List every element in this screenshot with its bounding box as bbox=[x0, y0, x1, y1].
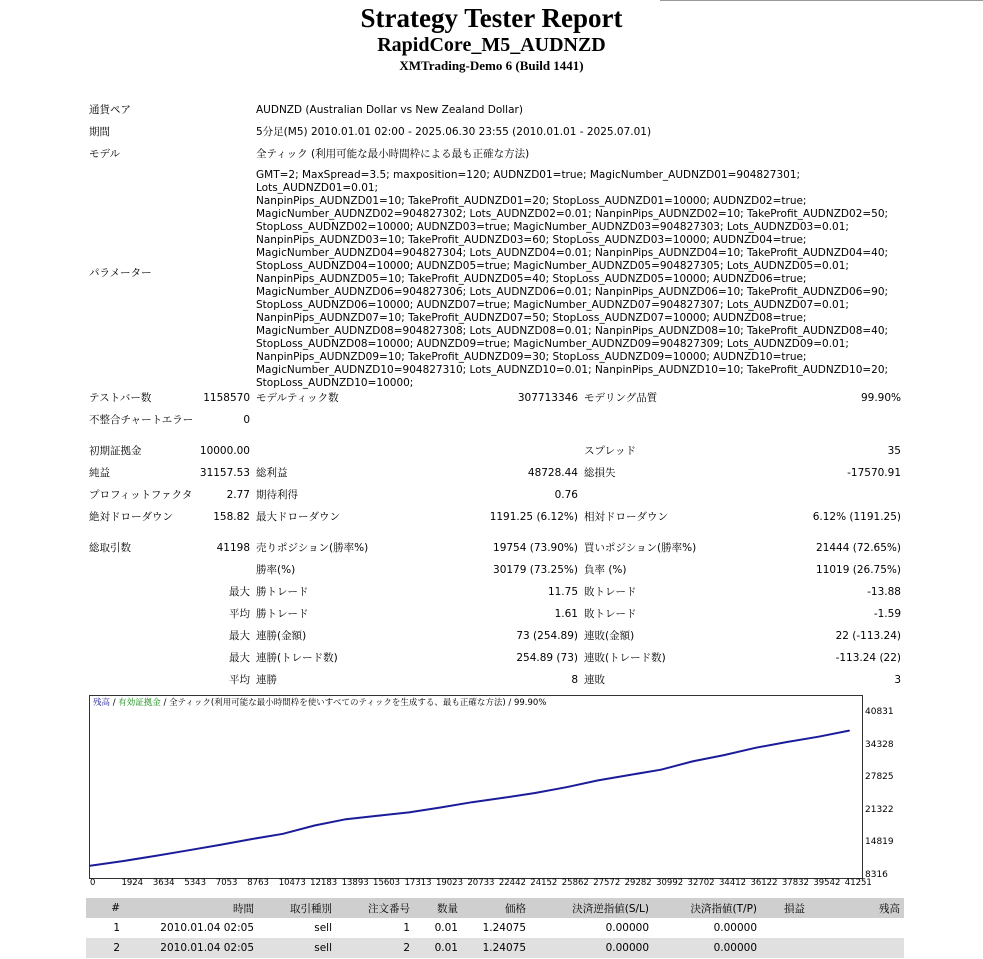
cell-tp: 0.00000 bbox=[713, 922, 757, 934]
x-tick-label: 3634 bbox=[152, 878, 175, 888]
balance-data-point bbox=[723, 754, 725, 756]
x-tick-label: 17313 bbox=[404, 878, 432, 888]
ticks-value: 307713346 bbox=[517, 392, 578, 404]
trade-table-header bbox=[86, 898, 904, 918]
x-tick-label: 22442 bbox=[498, 878, 526, 888]
x-tick-label: 1924 bbox=[121, 878, 144, 888]
largest-loss-label: 敗トレード bbox=[584, 586, 637, 598]
consec-wins-cnt-label: 連勝(トレード数) bbox=[256, 652, 338, 664]
x-tick-label: 39542 bbox=[813, 878, 841, 888]
cell-balance bbox=[809, 918, 904, 938]
y-tick-label: 21322 bbox=[865, 804, 894, 815]
col-tp: 決済指値(T/P) bbox=[653, 898, 761, 918]
avg-consec-loss-value: 3 bbox=[894, 674, 901, 686]
loss-rate-value: 11019 (26.75%) bbox=[816, 564, 901, 576]
x-tick-label: 36122 bbox=[750, 878, 778, 888]
balance-data-point bbox=[314, 825, 316, 827]
balance-data-point bbox=[786, 741, 788, 743]
legend-balance: 残高 bbox=[93, 698, 111, 708]
long-value: 21444 (72.65%) bbox=[816, 542, 901, 554]
max-consec-amt-prefix: 最大 bbox=[229, 630, 250, 642]
x-tick-label: 30992 bbox=[656, 878, 684, 888]
col-type: 取引種別 bbox=[258, 898, 336, 918]
total-trades-label: 総取引数 bbox=[89, 542, 131, 554]
avg-consec-win-label: 連勝 bbox=[256, 674, 277, 686]
col-balance: 残高 bbox=[809, 898, 904, 918]
balance-data-point bbox=[660, 769, 662, 771]
balance-series-line bbox=[90, 731, 849, 866]
cell-number: 1 bbox=[113, 922, 120, 934]
total-trades-value: 41198 bbox=[216, 542, 250, 554]
rel-dd-label: 相対ドローダウン bbox=[584, 511, 668, 523]
x-tick-label: 41251 bbox=[844, 878, 872, 888]
x-tick-label: 34412 bbox=[719, 878, 747, 888]
balance-data-point bbox=[755, 747, 757, 749]
report-title: Strategy Tester Report bbox=[360, 3, 623, 33]
spread-label: スプレッド bbox=[584, 445, 636, 457]
col-size: 数量 bbox=[414, 898, 462, 918]
deposit-value: 10000.00 bbox=[199, 445, 250, 457]
top-rule bbox=[660, 0, 983, 1]
net-label: 純益 bbox=[89, 467, 110, 479]
y-tick-label: 34328 bbox=[865, 739, 894, 750]
table-row bbox=[86, 938, 904, 958]
period-label: 期間 bbox=[89, 126, 110, 138]
max-dd-value: 1191.25 (6.12%) bbox=[489, 511, 578, 523]
balance-data-point bbox=[692, 761, 694, 763]
server-build: XMTrading-Demo 6 (Build 1441) bbox=[399, 58, 584, 73]
consec-losses-cnt-label: 連敗(トレード数) bbox=[584, 652, 666, 664]
quality-value: 99.90% bbox=[860, 392, 901, 404]
cell-size: 0.01 bbox=[414, 938, 462, 958]
avg-consec-loss-label: 連敗 bbox=[584, 674, 605, 686]
balance-data-point bbox=[503, 797, 505, 799]
avg-consec-prefix: 平均 bbox=[229, 674, 250, 686]
balance-data-point bbox=[345, 818, 347, 820]
balance-data-point bbox=[534, 792, 536, 794]
cell-tp: 0.00000 bbox=[653, 938, 761, 958]
average-win-value: 1.61 bbox=[554, 608, 578, 620]
balance-chart bbox=[89, 695, 863, 879]
gross-profit-label: 総利益 bbox=[256, 467, 288, 479]
x-tick-label: 20733 bbox=[467, 878, 495, 888]
avg-consec-win-value: 8 bbox=[571, 674, 578, 686]
y-tick-label: 40831 bbox=[865, 707, 894, 717]
cell-size: 0.01 bbox=[434, 922, 458, 934]
model-label: モデル bbox=[89, 148, 120, 160]
cell-price: 1.24075 bbox=[482, 922, 526, 934]
symbol-label: 通貨ペア bbox=[89, 104, 131, 116]
short-label: 売りポジション(勝率%) bbox=[256, 542, 369, 554]
balance-data-point bbox=[377, 815, 379, 817]
x-tick-label: 25862 bbox=[561, 878, 589, 888]
ticks-label: モデルティック数 bbox=[256, 392, 339, 404]
bars-label: テストバー数 bbox=[89, 392, 152, 404]
max-dd-label: 最大ドローダウン bbox=[256, 511, 340, 523]
balance-data-point bbox=[188, 849, 190, 851]
expected-label: 期待利得 bbox=[256, 489, 298, 501]
symbol-value: AUDNZD (Australian Dollar vs New Zealand Dollar) bbox=[256, 104, 523, 116]
ea-name: RapidCore_M5_AUDNZD bbox=[377, 34, 606, 56]
x-tick-label: 15603 bbox=[373, 878, 401, 888]
y-tick-label: 14819 bbox=[865, 837, 894, 848]
x-tick-label: 13893 bbox=[341, 878, 369, 888]
legend-model: 全ティック(利用可能な最小時間枠を使いすべてのティックを生成する、最も正確な方法) bbox=[169, 698, 506, 708]
abs-dd-value: 158.82 bbox=[213, 511, 250, 523]
short-value: 19754 (73.90%) bbox=[493, 542, 578, 554]
table-row bbox=[86, 918, 904, 938]
y-tick-label: 8316 bbox=[865, 870, 888, 880]
x-tick-label: 0 bbox=[90, 878, 96, 888]
col-order: 注文番号 bbox=[336, 898, 414, 918]
balance-data-point bbox=[251, 838, 253, 840]
cell-order: 1 bbox=[403, 922, 410, 934]
max-consec-cnt-prefix: 最大 bbox=[229, 652, 250, 664]
largest-win-value: 11.75 bbox=[547, 586, 578, 598]
expected-value: 0.76 bbox=[554, 489, 578, 501]
pf-value: 2.77 bbox=[226, 489, 250, 501]
abs-dd-label: 絶対ドローダウン bbox=[89, 511, 173, 523]
x-tick-label: 12183 bbox=[310, 878, 338, 888]
win-rate-label: 勝率(%) bbox=[256, 564, 296, 576]
legend-separator: / bbox=[110, 698, 119, 708]
balance-data-point bbox=[440, 807, 442, 809]
consec-losses-cnt-value: -113.24 (22) bbox=[835, 652, 901, 664]
x-tick-label: 7053 bbox=[215, 878, 238, 888]
largest-loss-value: -13.88 bbox=[867, 586, 901, 598]
legend-separator: / bbox=[505, 698, 514, 708]
balance-data-point bbox=[125, 860, 127, 862]
mismatch-value: 0 bbox=[243, 414, 250, 426]
chart-legend bbox=[93, 698, 546, 709]
consec-losses-amt-value: 22 (-113.24) bbox=[835, 630, 901, 642]
cell-time: 2010.01.04 02:05 bbox=[160, 922, 254, 934]
long-label: 買いポジション(勝率%) bbox=[584, 542, 697, 554]
gross-profit-value: 48728.44 bbox=[527, 467, 578, 479]
spread-value: 35 bbox=[887, 445, 901, 457]
balance-data-point bbox=[629, 774, 631, 776]
net-value: 31157.53 bbox=[199, 467, 250, 479]
average-loss-label: 敗トレード bbox=[584, 608, 637, 620]
consec-losses-amt-label: 連敗(金額) bbox=[584, 630, 635, 642]
balance-data-point bbox=[219, 844, 221, 846]
cell-type: sell bbox=[258, 938, 336, 958]
y-tick-label: 27825 bbox=[865, 772, 894, 783]
loss-rate-label: 負率 (%) bbox=[584, 564, 627, 576]
cell-order: 2 bbox=[336, 938, 414, 958]
balance-data-point bbox=[156, 855, 158, 857]
balance-chart-plot bbox=[90, 696, 862, 878]
gross-loss-label: 総損失 bbox=[584, 467, 616, 479]
average-win-label: 勝トレード bbox=[256, 608, 309, 620]
consec-wins-amt-label: 連勝(金額) bbox=[256, 630, 307, 642]
balance-data-point bbox=[818, 736, 820, 738]
cell-type: sell bbox=[314, 922, 332, 934]
x-tick-label: 5343 bbox=[184, 878, 206, 888]
win-rate-value: 30179 (73.25%) bbox=[493, 564, 578, 576]
x-tick-label: 8763 bbox=[247, 878, 269, 888]
cell-sl: 0.00000 bbox=[530, 938, 653, 958]
cell-sl: 0.00000 bbox=[605, 922, 649, 934]
consec-wins-amt-value: 73 (254.89) bbox=[516, 630, 578, 642]
consec-wins-cnt-value: 254.89 (73) bbox=[516, 652, 578, 664]
legend-separator: / bbox=[160, 698, 170, 708]
col-sl: 決済逆指値(S/L) bbox=[530, 898, 653, 918]
x-tick-label: 27572 bbox=[593, 878, 621, 888]
balance-data-point bbox=[566, 786, 568, 788]
x-tick-label: 24152 bbox=[530, 878, 558, 888]
legend-equity: 有効証拠金 bbox=[118, 698, 161, 708]
col-price: 価格 bbox=[462, 898, 530, 918]
x-tick-label: 32702 bbox=[687, 878, 715, 888]
x-tick-label: 10473 bbox=[278, 878, 306, 888]
x-tick-label: 29282 bbox=[624, 878, 652, 888]
largest-prefix: 最大 bbox=[229, 586, 250, 598]
cell-balance bbox=[809, 938, 904, 958]
cell-time: 2010.01.04 02:05 bbox=[124, 938, 258, 958]
trade-table bbox=[86, 898, 904, 958]
cell-profit bbox=[761, 918, 809, 938]
params-value: GMT=2; MaxSpread=3.5; maxposition=120; AUDNZD01=true; MagicNumber_AUDNZD01=904827301; Lots_AUDNZD01=0.01; NanpinPips_AUDNZD01=10; TakeProfit_AUDNZD01=20; StopLoss_AUDNZD01=10000; AUDNZD02=true; MagicNumber_AUDNZD02=904827302; Lots_AUDNZD02=0.01; NanpinPips_AUDNZD02=10; TakeProfit_AUDNZD02=50; StopLoss_AUDNZD02=10000; AUDNZD03=true; MagicNumber_AUDNZD03=904827303; Lots_AUDNZD03=0.01; NanpinPips_AUDNZD03=10; TakeProfit_AUDNZD03=60; StopLoss_AUDNZD03=10000; AUDNZD04=true; MagicNumber_AUDNZD04=904827304; Lots_AUDNZD04=0.01; NanpinPips_AUDNZD04=10; TakeProfit_AUDNZD04=40; StopLoss_AUDNZD04=10000; AUDNZD05=true; MagicNumber_AUDNZD05=904827305; Lots_AUDNZD05=0.01; NanpinPips_AUDNZD05=10; TakeProfit_AUDNZD05=40; StopLoss_AUDNZD05=10000; AUDNZD06=true; MagicNumber_AUDNZD06=904827306; Lots_AUDNZD06=0.01; NanpinPips_AUDNZD06=10; TakeProfit_AUDNZD06=90; StopLoss_AUDNZD06=10000; AUDNZD07=true; MagicNumber_AUDNZD07=904827307; Lots_AUDNZD07=0.01; NanpinPips_AUDNZD07=10; TakeProfit_AUDNZD07=50; StopLoss_AUDNZD07=10000; AUDNZD08=true; MagicNumber_AUDNZD08=904827308; Lots_AUDNZD08=0.01; NanpinPips_AUDNZD08=10; TakeProfit_AUDNZD08=40; StopLoss_AUDNZD08=10000; AUDNZD09=true; MagicNumber_AUDNZD09=904827309; Lots_AUDNZD09=0.01; NanpinPips_AUDNZD09=10; TakeProfit_AUDNZD09=30; StopLoss_AUDNZD09=10000; AUDNZD10=true; MagicNumber_AUDNZD10=904827310; Lots_AUDNZD10=0.01; NanpinPips_AUDNZD10=10; TakeProfit_AUDNZD10=20; StopLoss_AUDNZD10=10000; bbox=[256, 169, 889, 389]
balance-data-point bbox=[471, 801, 473, 803]
x-tick-label: 19023 bbox=[435, 878, 463, 888]
balance-data-point bbox=[408, 812, 410, 814]
x-tick-label: 37832 bbox=[781, 878, 809, 888]
average-prefix: 平均 bbox=[229, 608, 250, 620]
rel-dd-value: 6.12% (1191.25) bbox=[812, 511, 901, 523]
cell-price: 1.24075 bbox=[462, 938, 530, 958]
period-value: 5分足(M5) 2010.01.01 02:00 - 2025.06.30 23:55 (2010.01.01 - 2025.07.01) bbox=[256, 126, 652, 138]
average-loss-value: -1.59 bbox=[873, 608, 901, 620]
col-number: # bbox=[86, 898, 124, 918]
mismatch-label: 不整合チャートエラー bbox=[89, 414, 194, 426]
gross-loss-value: -17570.91 bbox=[847, 467, 901, 479]
balance-data-point bbox=[282, 833, 284, 835]
largest-win-label: 勝トレード bbox=[256, 586, 309, 598]
legend-quality: 99.90% bbox=[513, 698, 547, 708]
col-profit: 損益 bbox=[761, 898, 809, 918]
cell-number: 2 bbox=[86, 938, 124, 958]
pf-label: プロフィットファクタ bbox=[89, 489, 193, 501]
bars-value: 1158570 bbox=[203, 392, 250, 404]
balance-data-point bbox=[848, 730, 850, 732]
col-time: 時間 bbox=[124, 898, 258, 918]
balance-data-point bbox=[597, 780, 599, 782]
quality-label: モデリング品質 bbox=[584, 392, 658, 404]
params-label: パラメーター bbox=[89, 267, 152, 279]
deposit-label: 初期証拠金 bbox=[89, 445, 142, 457]
model-value: 全ティック (利用可能な最小時間枠による最も正確な方法) bbox=[256, 148, 530, 160]
cell-profit bbox=[761, 938, 809, 958]
